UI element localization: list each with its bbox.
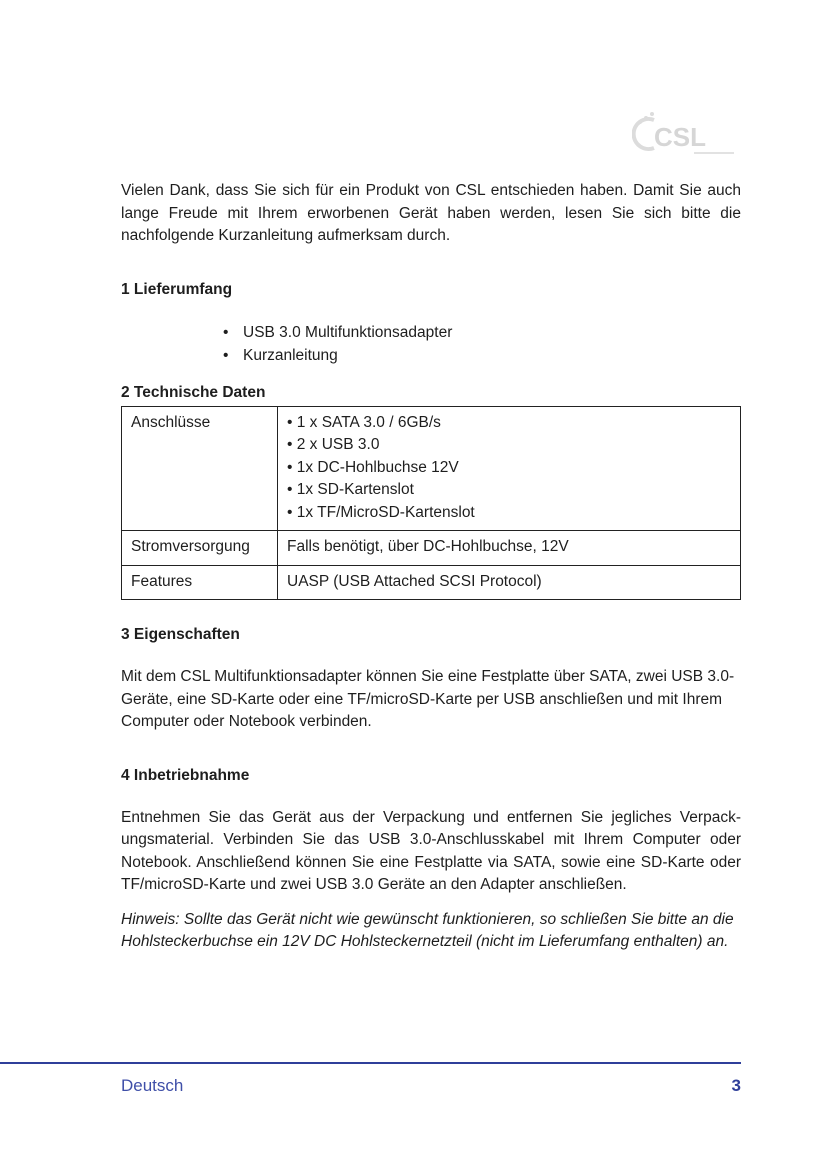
spec-key: Features [122,565,278,600]
hint-paragraph: Hinweis: Sollte das Gerät nicht wie gewünscht funktionieren, so schließen Sie bitte an die Hohlsteckerbuchse ein 12V DC Hohlsteckernetzteil (nicht im Lieferumfang enthalten) an. [121,910,734,950]
list-item: • 1x DC-Hohlbuchse 12V [287,457,731,480]
spec-table [121,406,741,601]
heading-technische-daten: 2 Technische Daten [121,383,266,401]
table-row [122,531,741,566]
heading-lieferumfang: 1 Lieferumfang [121,280,233,298]
list-item: • Kurzanleitung [219,344,741,367]
inbetriebnahme-paragraph: Entnehmen Sie das Gerät aus der Verpackung und entfernen Sie jegliches Verpackungsmaterial. Verbinden Sie das USB 3.0-Anschlusskabel mit Ihrem Computer oder Notebook. Anschließend können Sie eine Festplatte via SATA, sowie eine SD-Karte oder TF/microSD-Karte und zwei USB 3.0 Geräte an den Adapter anschließen. [121,808,741,893]
document-content [121,180,741,954]
heading-inbetriebnahme: 4 Inbetriebnahme [121,766,250,784]
list-item: • 1x SD-Kartenslot [287,479,731,502]
list-item: • USB 3.0 Multifunktionsadapter [219,321,741,344]
spec-value: Falls benötigt, über DC-Hohlbuchse, 12V [278,531,741,566]
delivery-list [219,321,741,367]
table-row [122,406,741,531]
eigenschaften-paragraph: Mit dem CSL Multifunktionsadapter können Sie eine Festplatte über SATA, zwei USB 3.0-Geräte, eine SD-Karte oder eine TF/microSD-Karte per USB anschließen und mit Ihrem Computer oder Notebook verbinden. [121,668,735,730]
list-item: • 1x TF/MicroSD-Kartenslot [287,502,731,525]
footer-language: Deutsch [121,1076,184,1095]
spec-value: UASP (USB Attached SCSI Protocol) [278,565,741,600]
heading-eigenschaften: 3 Eigenschaften [121,626,240,643]
list-item: • 2 x USB 3.0 [287,434,731,457]
connector-list [287,412,731,525]
footer-divider [0,1062,741,1064]
spec-key: Anschlüsse [122,406,278,531]
list-item: • 1 x SATA 3.0 / 6GB/s [287,412,731,435]
page-number: 3 [731,1076,741,1095]
spec-key: Stromversorgung [122,531,278,566]
spec-value [278,406,741,531]
csl-logo [632,108,738,160]
table-row [122,565,741,600]
intro-paragraph: Vielen Dank, dass Sie sich für ein Produkt von CSL entschieden haben. Damit Sie auch lange Freude mit Ihrem erworbenen Gerät haben werden, lesen Sie sich bitte die nachfolgende Kurzanleitung aufmerksam durch. [121,182,741,244]
logo-text: CSL [654,122,706,152]
